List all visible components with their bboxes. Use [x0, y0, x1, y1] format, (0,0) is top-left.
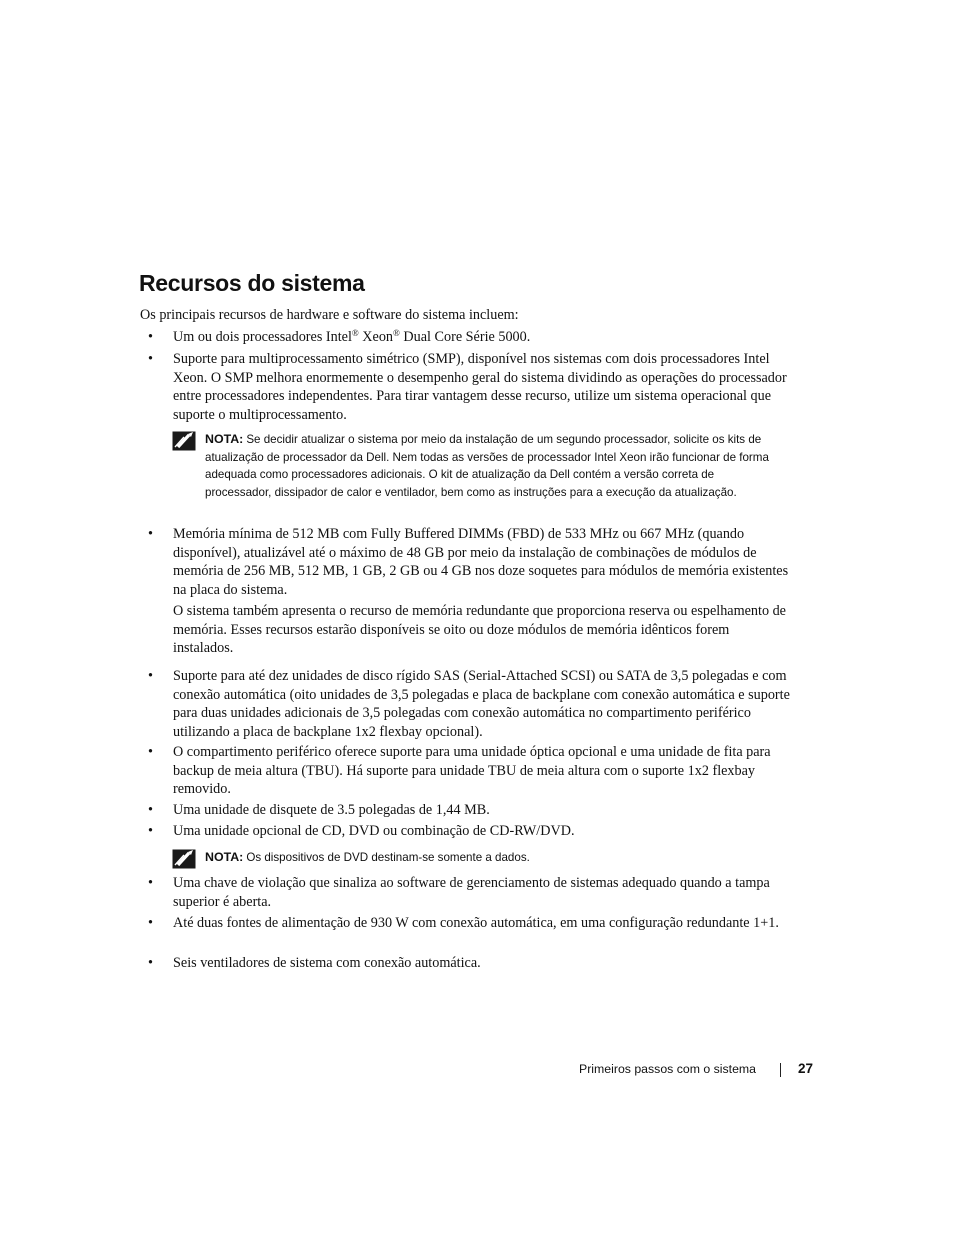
section-heading: Recursos do sistema — [139, 270, 365, 296]
note-text: NOTA: Se decidir atualizar o sistema por meio da instalação de um segundo processador, solicite os kits de atualização de processador da Dell. Nem todas as versões de processador Intel Xeon irão funcionar de forma adequada como processadores adicionais. O kit de atualização da Dell contém a versão correta de processador, dissipador de calor e ventilador, bem como as instruções para a execução da atualização. — [205, 432, 769, 500]
bullet-symbol: • — [148, 915, 153, 931]
bullet-symbol: • — [148, 823, 153, 839]
note-text: NOTA: Os dispositivos de DVD destinam-se somente a dados. — [205, 850, 530, 864]
list-item-text-disks: Suporte para até dez unidades de disco rígido SAS (Serial-Attached SCSI) ou SATA de 3,5 polegadas e com conexão automática (oito unidades de 3,5 polegadas e placa de backplane com conexão automática e suporte para duas unidades adicionais de 3,5 polegadas com conexão automática no compartimento periférico utilizando a placa de backplane 1x2 flexbay opcional). — [173, 668, 790, 740]
bullet-symbol: • — [148, 875, 153, 891]
list-item-text-intrusion: Uma chave de violação que sinaliza ao software de gerenciamento de sistemas adequado quando a tampa superior é aberta. — [173, 875, 770, 910]
list-item-text-optical: Uma unidade opcional de CD, DVD ou combinação de CD-RW/DVD. — [173, 823, 575, 839]
list-item-text-power: Até duas fontes de alimentação de 930 W com conexão automática, em uma configuração redundante 1+1. — [173, 915, 779, 931]
list-item-text-cpu: Um ou dois processadores Intel® Xeon® Dual Core Série 5000. — [173, 328, 531, 345]
bullet-symbol: • — [148, 329, 153, 345]
intro-paragraph: Os principais recursos de hardware e software do sistema incluem: — [140, 307, 519, 323]
registered-mark: ® — [393, 328, 400, 338]
list-item-text-fans: Seis ventiladores de sistema com conexão automática. — [173, 955, 481, 971]
bullet-symbol: • — [148, 955, 153, 971]
registered-mark: ® — [351, 328, 359, 338]
footer-chapter-title: Primeiros passos com o sistema — [579, 1062, 756, 1076]
bullet-symbol: • — [148, 526, 153, 542]
list-item-text-smp: Suporte para multiprocessamento simétrico (SMP), disponível nos sistemas com dois processadores Intel Xeon. O SMP melhora enormemente o desempenho geral do sistema dividindo as operações do processador entre processadores independentes. Para tirar vantagem desse recurso, utilize um sistema operacional que suporte o multiprocessamento. — [173, 351, 787, 423]
bullet-symbol: • — [148, 351, 153, 367]
note-pencil-icon — [172, 849, 196, 869]
list-item-text-peripheral: O compartimento periférico oferece suporte para uma unidade óptica opcional e uma unidade de fita para backup de meia altura (TBU). Há suporte para unidade TBU de meia altura com o suporte 1x2 flexbay removido. — [173, 744, 771, 798]
note-label: NOTA: — [205, 850, 244, 864]
list-item-text-floppy: Uma unidade de disquete de 3.5 polegadas de 1,44 MB. — [173, 802, 490, 818]
bullet-symbol: • — [148, 744, 153, 760]
bullet-symbol: • — [148, 802, 153, 818]
footer-divider — [780, 1063, 781, 1077]
bullet-symbol: • — [148, 668, 153, 684]
list-item-text-memory: Memória mínima de 512 MB com Fully Buffered DIMMs (FBD) de 533 MHz ou 667 MHz (quando disponível), atualizável até o máximo de 48 GB por meio da instalação de combinações de módulos de memória de 256 MB, 512 MB, 1 GB, 2 GB ou 4 GB nos doze soquetes para módulos de memória existentes na placa do sistema. — [173, 526, 789, 598]
page-number: 27 — [798, 1061, 814, 1076]
note-label: NOTA: — [205, 432, 244, 446]
memory-redundancy-paragraph: O sistema também apresenta o recurso de memória redundante que proporciona reserva ou espelhamento de memória. Esses recursos estarão disponíveis se oito ou doze módulos de memória idênticos forem instalados. — [173, 603, 786, 657]
note-pencil-icon — [172, 431, 196, 451]
